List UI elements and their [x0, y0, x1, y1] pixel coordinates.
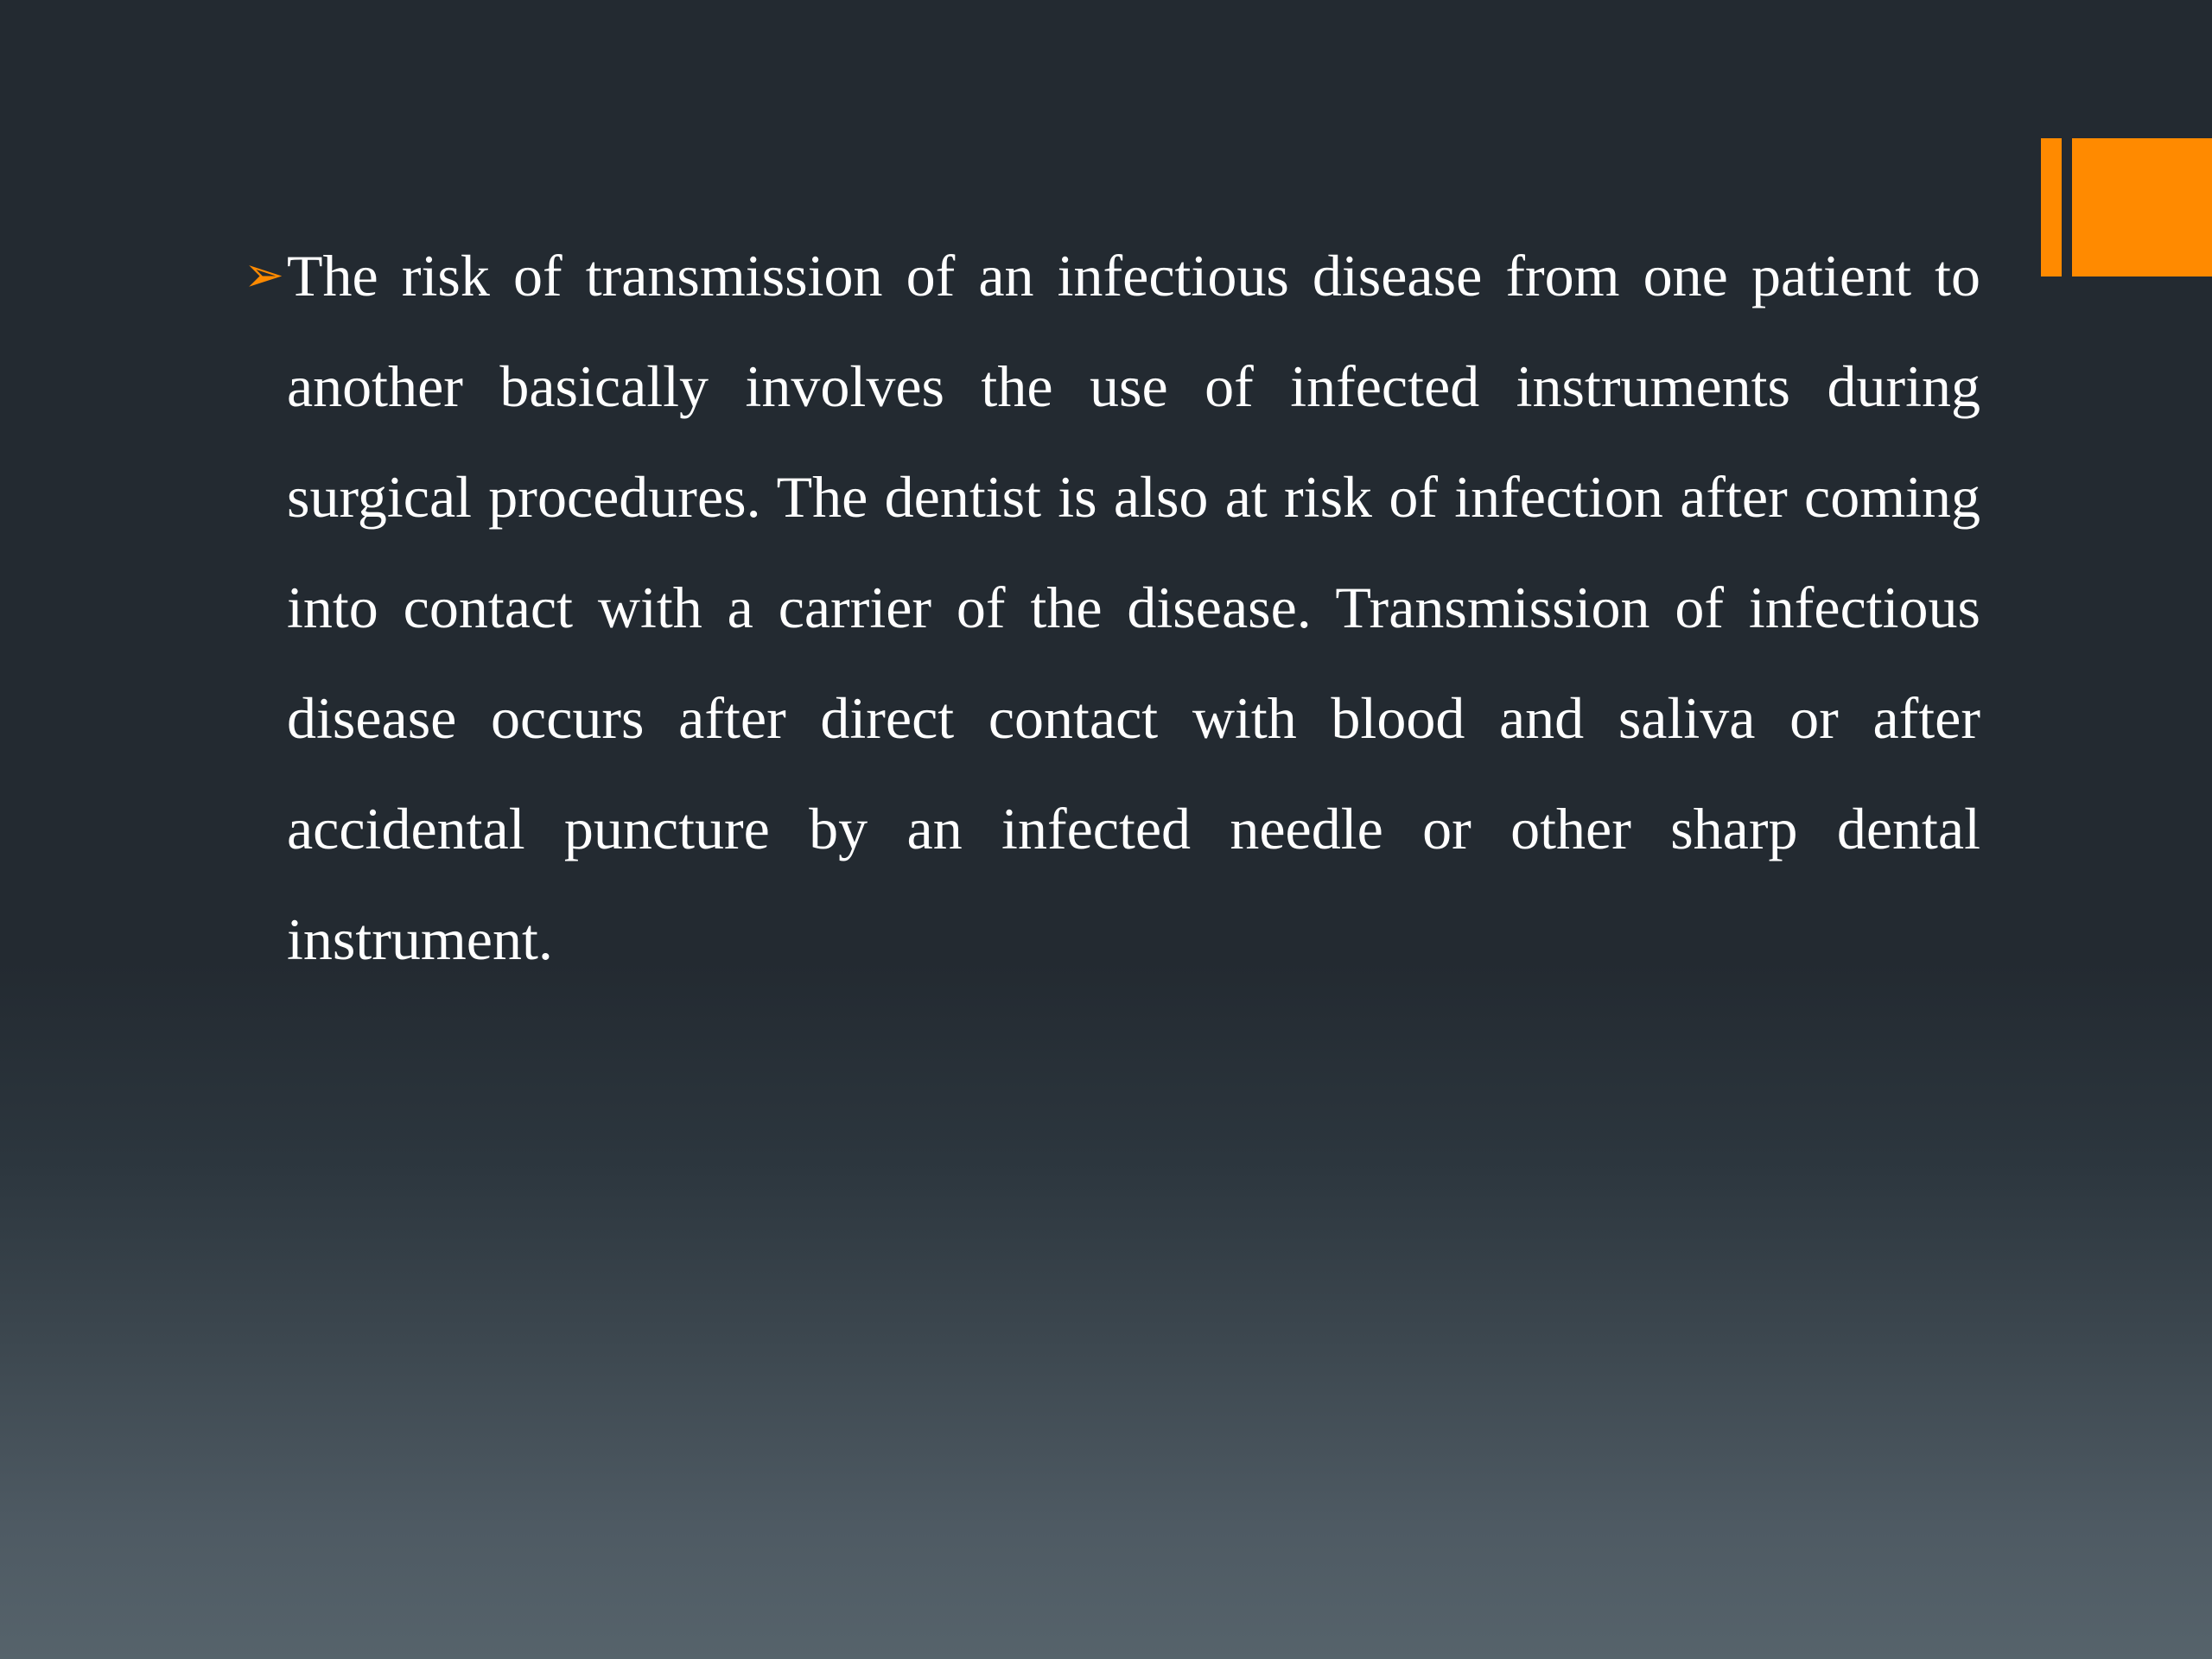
orange-accent-bar [2041, 138, 2062, 276]
orange-accent-block [2072, 138, 2212, 276]
slide-body [244, 220, 1980, 995]
bullet-text: The risk of transmission of an infectious disease from one patient to another basically involves the use of infected instruments during surgical procedures. The dentist is also at risk of infection after coming into contact with a carrier of the disease. Transmission of infectious disease occurs after direct contact with blood and saliva or after accidental puncture by an infected needle or other sharp dental instrument. [287, 243, 1980, 972]
arrowhead-bullet-icon: ➢ [244, 247, 284, 303]
bullet-item [244, 220, 1980, 995]
